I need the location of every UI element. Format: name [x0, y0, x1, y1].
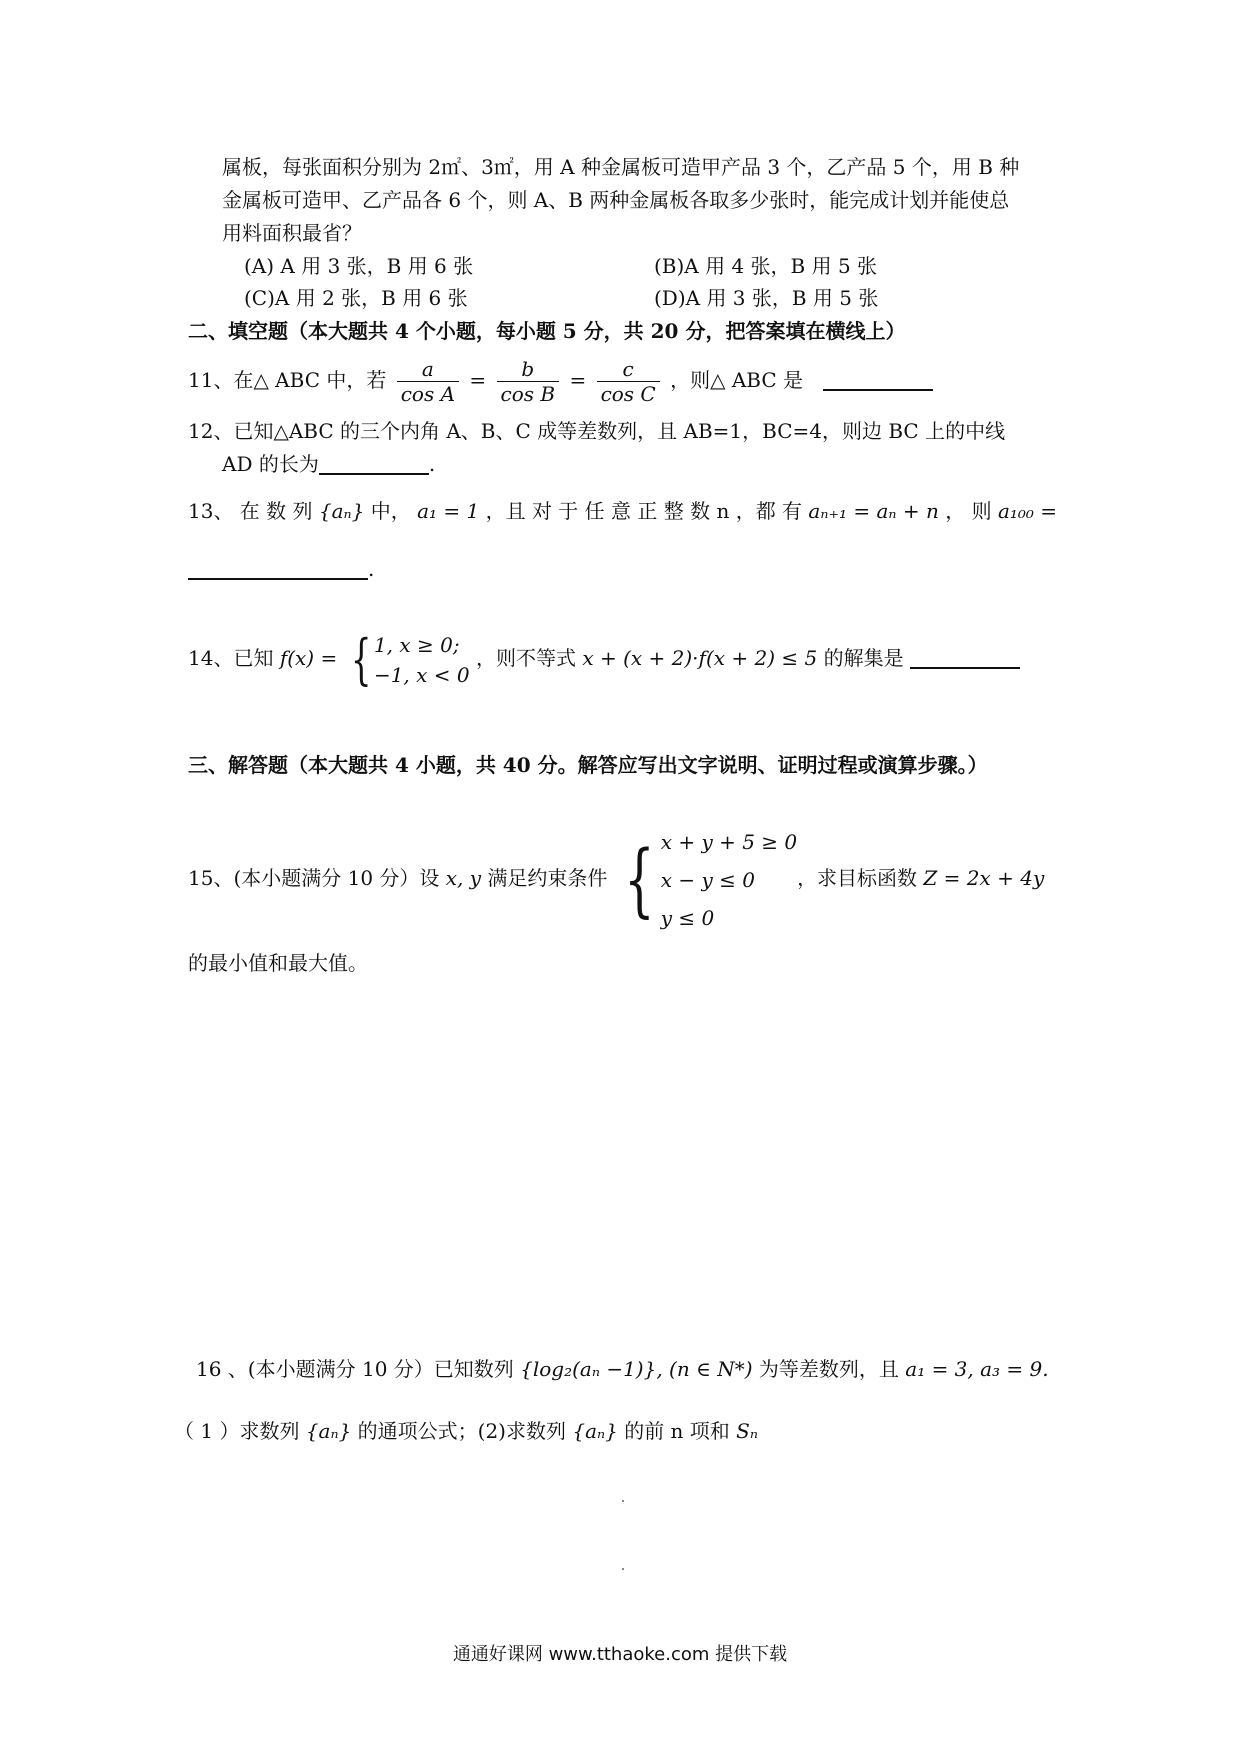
q15-line-2: 的最小值和最大值。: [188, 951, 368, 975]
q13-text: ， 则: [945, 499, 992, 523]
q16-part-1: （ 1 ）求数列: [174, 1419, 300, 1443]
left-brace-icon: {: [350, 627, 372, 691]
q10-line-2: 金属板可造甲、乙产品各 6 个，则 A、B 两种金属板各取多少张时，能完成计划并能使总: [222, 188, 1010, 212]
q14-cases: [374, 630, 470, 690]
q12-suffix: .: [428, 452, 436, 476]
q11-suffix: ，则△ ABC 是: [670, 368, 804, 392]
equals-sign: =: [569, 368, 587, 392]
q13-period: .: [368, 557, 375, 581]
q14-function: f(x) =: [279, 646, 338, 670]
question-13: [188, 498, 1057, 524]
q10-line-1: 属板，每张面积分别为 2㎡、3㎡，用 A 种金属板可造甲产品 3 个，乙产品 5 个，用 B 种: [222, 155, 1020, 179]
q16-text: 的前 n 项和: [624, 1419, 730, 1443]
q16-prefix: 16 、(本小题满分 10 分）已知数列: [196, 1357, 514, 1381]
q10-option-c: (C)A 用 2 张，B 用 6 张: [244, 286, 468, 310]
q16-text: 为等差数列，且: [758, 1357, 899, 1381]
q15-prefix: 15、(本小题满分 10 分）设: [188, 866, 440, 890]
q15-constraint-3: y ≤ 0: [660, 905, 715, 930]
q15-text: 满足约束条件: [487, 866, 608, 890]
q10-option-a: (A) A 用 3 张，B 用 6 张: [244, 254, 474, 278]
q13-text: ，且 对 于 任 意 正 整 数 n ，都 有: [485, 499, 803, 523]
q13-answer-line: [188, 556, 374, 582]
section-3-heading: 三、解答题（本大题共 4 小题，共 40 分。解答应写出文字说明、证明过程或演算步骤。）: [188, 753, 988, 777]
q16-line-2: [174, 1418, 758, 1444]
q15-constraint-2: x − y ≤ 0: [660, 867, 755, 892]
fraction-c: $\frac{c}{\text{cos C}}$: [597, 357, 660, 406]
section-2-heading: 二、填空题（本大题共 4 个小题，每小题 5 分，共 20 分，把答案填在横线上）: [188, 319, 906, 343]
q16-condition: a₁ = 3, a₃ = 9.: [905, 1357, 1049, 1381]
question-14: [188, 628, 1020, 690]
q13-sequence: {aₙ}: [318, 499, 365, 523]
q13-prefix: 13、 在 数 列: [188, 499, 313, 523]
q14-case-2: −1, x < 0: [373, 662, 470, 687]
q12-line-2: [222, 451, 435, 477]
q13-recurrence: aₙ₊₁ = aₙ + n: [808, 499, 939, 523]
q14-text: ，则不等式: [475, 646, 576, 670]
q16-line-1: [196, 1356, 1049, 1382]
q15-variables: x, y: [445, 866, 482, 890]
q16-sequence: {aₙ}: [572, 1419, 618, 1443]
question-15: [188, 818, 1044, 938]
q14-answer-blank[interactable]: [910, 667, 1020, 669]
q10-line-3: 用料面积最省？: [222, 221, 362, 245]
fraction-a: $\frac{a}{\text{cos A}}$: [397, 357, 459, 406]
q16-sequence: {aₙ}: [305, 1419, 352, 1443]
q12-answer-blank[interactable]: [319, 473, 429, 475]
q15-objective: Z = 2x + 4y: [923, 866, 1045, 890]
q10-option-b: (B)A 用 4 张，B 用 5 张: [654, 254, 878, 278]
q12-line-1: 12、已知△ABC 的三个内角 A、B、C 成等差数列，且 AB=1，BC=4，则边 BC 上的中线: [188, 419, 1006, 443]
fraction-b: $\frac{b}{\text{cos B}}$: [497, 357, 560, 406]
scan-speck: [622, 1568, 624, 1570]
q14-prefix: 14、已知: [188, 646, 274, 670]
q16-sum: Sₙ: [736, 1419, 758, 1443]
q16-sequence: {log₂(aₙ −1)}, (n ∈ N*): [520, 1357, 753, 1381]
q12-prefix: AD 的长为: [222, 452, 319, 476]
q14-suffix: 的解集是: [823, 646, 904, 670]
q15-constraints: [660, 823, 798, 937]
left-brace-icon: {: [623, 832, 655, 926]
q14-case-1: 1, x ≥ 0;: [373, 632, 460, 657]
q11-prefix: 11、在△ ABC 中，若: [188, 368, 387, 392]
question-11: [188, 352, 933, 408]
q14-inequality: x + (x + 2)·f(x + 2) ≤ 5: [582, 646, 818, 670]
q13-answer-blank[interactable]: [188, 578, 368, 580]
q13-target-term: a₁₀₀ =: [997, 499, 1058, 523]
q11-answer-blank[interactable]: [823, 389, 933, 391]
q16-part-2: 的通项公式；(2)求数列: [357, 1419, 566, 1443]
q15-text: ，求目标函数: [797, 866, 918, 890]
equals-sign: =: [469, 368, 487, 392]
page-footer: 通通好课网 www.tthaoke.com 提供下载: [452, 1644, 788, 1665]
q15-constraint-1: x + y + 5 ≥ 0: [660, 829, 798, 854]
q10-option-d: (D)A 用 3 张，B 用 5 张: [654, 286, 879, 310]
q13-text: 中，: [370, 499, 411, 523]
scan-speck: [622, 1500, 624, 1502]
q13-initial-term: a₁ = 1: [417, 499, 480, 523]
